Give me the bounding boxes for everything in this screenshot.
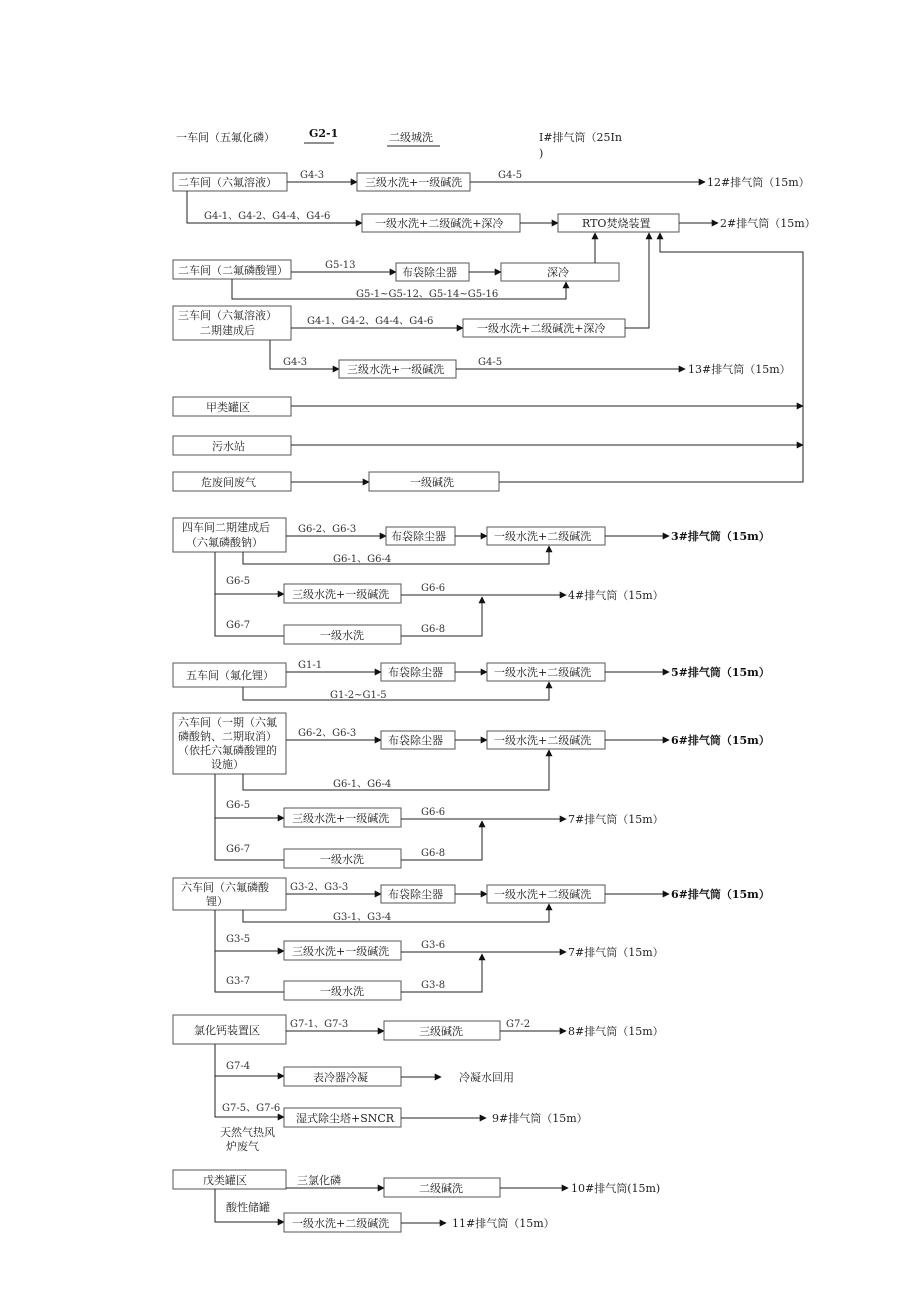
workshop5-label: 五车间（氟化锂） bbox=[186, 669, 274, 682]
g7-56-label: G7-5、G7-6 bbox=[222, 1103, 281, 1114]
g6-7-label: G6-7 bbox=[226, 844, 251, 855]
stack12-label: 12#排气筒（15m） bbox=[707, 176, 810, 189]
wash-3-1-label: 三级水洗+一级碱洗 bbox=[365, 176, 463, 189]
g6-23-label: G6-2、G6-3 bbox=[298, 524, 357, 535]
wash-1-2-cool2-label: 一级水洗+二级碱洗+深冷 bbox=[477, 322, 606, 335]
flow-line bbox=[625, 233, 649, 328]
g6-5-label: G6-5 bbox=[226, 800, 251, 811]
g6-5-label: G6-5 bbox=[226, 576, 251, 587]
g4-group2-label: G4-1、G4-2、G4-4、G4-6 bbox=[307, 316, 434, 327]
g3-8-label: G3-8 bbox=[421, 980, 446, 991]
g7-13-label: G7-1、G7-3 bbox=[290, 1019, 349, 1030]
g6-6-label: G6-6 bbox=[421, 807, 446, 818]
g5-group-label: G5-1~G5-12、G5-14~G5-16 bbox=[356, 289, 499, 300]
g3-6-label: G3-6 bbox=[421, 940, 446, 951]
g6-23-label: G6-2、G6-3 bbox=[298, 728, 357, 739]
stack13-label: 13#排气筒（15m） bbox=[688, 363, 791, 376]
flow-line bbox=[243, 904, 549, 922]
g3-7-label: G3-7 bbox=[226, 976, 251, 987]
stack10-label: 10#排气筒(15m) bbox=[571, 1182, 661, 1195]
sewage-label: 污水站 bbox=[212, 440, 245, 453]
alkali3-label: 三级碱洗 bbox=[419, 1025, 463, 1038]
workshop2-label: 二车间（六氟溶液） bbox=[178, 176, 277, 189]
g6-14-label: G6-1、G6-4 bbox=[333, 554, 392, 565]
water1-label: 一级水洗 bbox=[320, 853, 364, 866]
condensate-reuse-label: 冷凝水回用 bbox=[459, 1071, 514, 1084]
deep-cool-label: 深冷 bbox=[547, 266, 569, 279]
g6-8-label: G6-8 bbox=[421, 624, 446, 635]
water1-label: 一级水洗 bbox=[320, 985, 364, 998]
wash-1-2-label: 一级水洗+二级碱洗 bbox=[494, 888, 592, 901]
g6-8-label: G6-8 bbox=[421, 848, 446, 859]
workshop6a-label-line1: 六车间（一期（六氟 bbox=[178, 716, 277, 729]
acid-tank-label: 酸性储罐 bbox=[226, 1201, 270, 1214]
treatment-label: 二级城洗 bbox=[389, 131, 433, 144]
g3-23-label: G3-2、G3-3 bbox=[290, 882, 349, 893]
alkali2-label: 二级碱洗 bbox=[419, 1182, 463, 1195]
wash-1-2-label: 一级水洗+二级碱洗 bbox=[494, 734, 592, 747]
bag-filter-label: 布袋除尘器 bbox=[391, 530, 446, 543]
stack8-label: 8#排气筒（15m） bbox=[568, 1025, 664, 1038]
workshop6a-label-line3: （依托六氟磷酸锂的 bbox=[178, 744, 277, 757]
rto-label: RTO焚烧装置 bbox=[582, 217, 651, 230]
tank-e-label: 戊类罐区 bbox=[203, 1174, 247, 1187]
pcl3-label: 三氯化磷 bbox=[297, 1174, 341, 1187]
bag-filter-label: 布袋除尘器 bbox=[388, 734, 443, 747]
wash-1-2-label: 一级水洗+二级碱洗 bbox=[494, 530, 592, 543]
workshop6a-label-line4: 设施） bbox=[211, 758, 244, 771]
workshop4-label-line2: （六氟磷酸钠） bbox=[186, 536, 263, 549]
stack2-label: 2#排气筒（15m） bbox=[720, 217, 816, 230]
g7-4-label: G7-4 bbox=[226, 1061, 251, 1072]
workshop6a-label-line2: 磷酸钠、二期取消） bbox=[178, 730, 277, 743]
bag-filter-label: 布袋除尘器 bbox=[402, 266, 457, 279]
stack11-label: 11#排气筒（15m） bbox=[452, 1217, 555, 1230]
workshop3-label-line2: 二期建成后 bbox=[200, 324, 255, 337]
alkali1-label: 一级碱洗 bbox=[410, 476, 454, 489]
wash-1-2-label: 一级水洗+二级碱洗 bbox=[292, 1217, 390, 1230]
flow-line bbox=[243, 546, 549, 564]
wash-3-1-label: 三级水洗+一级碱洗 bbox=[292, 945, 390, 958]
stack5-label: 5#排气筒（15m） bbox=[671, 666, 770, 679]
workshop6b-label-line1: 六车间（六氟磷酸 bbox=[181, 881, 269, 894]
g4-group-label: G4-1、G4-2、G4-4、G4-6 bbox=[204, 211, 331, 222]
wash-3-1-label: 三级水洗+一级碱洗 bbox=[292, 588, 390, 601]
scrubber-label: 湿式除尘塔+SNCR bbox=[296, 1112, 395, 1125]
calcium-chloride-label: 氯化钙装置区 bbox=[194, 1024, 260, 1037]
stack9-label: 9#排气筒（15m） bbox=[492, 1112, 588, 1125]
g7-2-label: G7-2 bbox=[506, 1019, 531, 1030]
g6-7-label: G6-7 bbox=[226, 620, 251, 631]
g1-1-label: G1-1 bbox=[298, 660, 323, 671]
wash-1-2-label: 一级水洗+二级碱洗 bbox=[494, 666, 592, 679]
g5-13-label: G5-13 bbox=[325, 260, 356, 271]
gas-furnace-label-line1: 天然气热风 bbox=[220, 1126, 275, 1139]
stack7-label: 7#排气筒（15m） bbox=[568, 813, 664, 826]
workshop4-label-line1: 四车间二期建成后 bbox=[182, 521, 270, 534]
workshop3-label-line1: 三车间（六氟溶液） bbox=[178, 309, 277, 322]
g6-14-label: G6-1、G6-4 bbox=[333, 779, 392, 790]
workshop1-label: 一车间（五氟化磷） bbox=[176, 131, 275, 144]
hazard-label: 危废间废气 bbox=[201, 476, 256, 489]
g4-3-label: G4-3 bbox=[300, 170, 325, 181]
bag-filter-label: 布袋除尘器 bbox=[388, 888, 443, 901]
stack4-label: 4#排气筒（15m） bbox=[568, 589, 664, 602]
gas-g2-1-label: G2-1 bbox=[309, 127, 339, 140]
workshop2b-label: 二车间（二氟磷酸锂） bbox=[178, 264, 288, 277]
water1-label: 一级水洗 bbox=[320, 629, 364, 642]
g4-5b-label: G4-5 bbox=[478, 357, 503, 368]
flow-line bbox=[243, 750, 549, 790]
g3-14-label: G3-1、G3-4 bbox=[333, 912, 392, 923]
condenser-label: 表冷器冷凝 bbox=[313, 1071, 368, 1084]
wash-1-2-cool-label: 一级水洗+二级碱洗+深冷 bbox=[375, 217, 504, 230]
g1-25-label: G1-2~G1-5 bbox=[330, 690, 387, 701]
bag-filter-label: 布袋除尘器 bbox=[388, 666, 443, 679]
tank-a-label: 甲类罐区 bbox=[206, 401, 250, 414]
gas-furnace-label-line2: 炉废气 bbox=[226, 1140, 259, 1153]
g4-3b-label: G4-3 bbox=[283, 357, 308, 368]
stack6-label: 6#排气筒（15m） bbox=[671, 888, 770, 901]
g3-5-label: G3-5 bbox=[226, 934, 251, 945]
stack6-label: 6#排气筒（15m） bbox=[671, 734, 770, 747]
stack3-label: 3#排气筒（15m） bbox=[671, 530, 770, 543]
wash-3-1-label: 三级水洗+一级碱洗 bbox=[292, 812, 390, 825]
stack7-label: 7#排气筒（15m） bbox=[568, 946, 664, 959]
g6-6-label: G6-6 bbox=[421, 583, 446, 594]
wash-3-1b-label: 三级水洗+一级碱洗 bbox=[347, 363, 445, 376]
stack1-label: I#排气筒（25In bbox=[539, 131, 622, 144]
stack1-label-cont: ) bbox=[539, 147, 544, 160]
g4-5-label: G4-5 bbox=[498, 170, 523, 181]
flow-line bbox=[243, 682, 549, 700]
workshop6b-label-line2: 锂） bbox=[206, 895, 228, 908]
